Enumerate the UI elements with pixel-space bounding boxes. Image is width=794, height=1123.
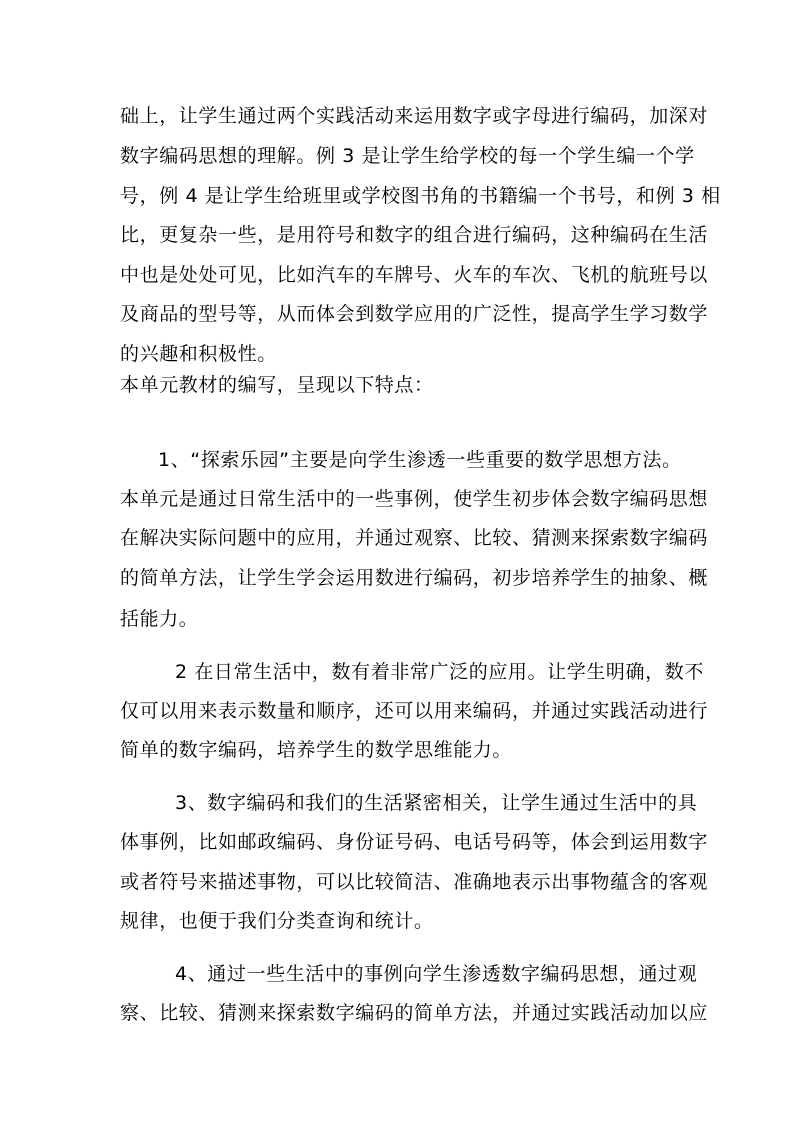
point1-line-3: 在解决实际问题中的应用，并通过观察、比较、猜测来探索数字编码 [120,527,709,549]
intro-line-1: 础上，让学生通过两个实践活动来运用数字或字母进行编码，加深对 [120,105,709,127]
intro-line-5: 中也是处处可见，比如汽车的车牌号、火车的车次、飞机的航班号以 [120,264,709,286]
point1-line-2: 本单元是通过日常生活中的一些事例，使学生初步体会数字编码思想 [120,488,709,510]
intro-line-3: 号，例 4 是让学生给班里或学校图书角的书籍编一个书号，和例 3 相 [120,185,721,207]
section-heading: 本单元教材的编写，呈现以下特点： [120,374,434,396]
intro-line-2: 数字编码思想的理解。例 3 是让学生给学校的每一个学生编一个学 [120,145,695,167]
point2-line-2: 仅可以用来表示数量和顺序，还可以用来编码，并通过实践活动进行 [120,700,709,722]
point1-line-5: 括能力。 [120,608,199,630]
point2-line-3: 简单的数字编码，培养学生的数学思维能力。 [120,739,513,761]
point4-line-1: 4、通过一些生活中的事例向学生渗透数字编码思想，通过观 [175,963,698,985]
point1-line-1: 1、“探索乐园”主要是向学生渗透一些重要的数学思想方法。 [158,449,682,471]
point3-line-2: 体事例，比如邮政编码、身份证号码、电话号码等，体会到运用数字 [120,831,709,853]
intro-line-7: 的兴趣和积极性。 [120,343,277,365]
point1-line-4: 的简单方法，让学生学会运用数进行编码，初步培养学生的抽象、概 [120,567,709,589]
point3-line-4: 规律，也便于我们分类查询和统计。 [120,910,434,932]
intro-line-4: 比，更复杂一些，是用符号和数字的组合进行编码，这种编码在生活 [120,224,709,246]
point3-line-3: 或者符号来描述事物，可以比较简洁、准确地表示出事物蕴含的客观 [120,871,709,893]
point2-line-1: 2 在日常生活中，数有着非常广泛的应用。让学生明确，数不 [175,661,704,683]
point4-line-2: 察、比较、猜测来探索数字编码的简单方法，并通过实践活动加以应 [120,1002,709,1024]
point3-line-1: 3、数字编码和我们的生活紧密相关，让学生通过生活中的具 [175,792,698,814]
intro-line-6: 及商品的型号等，从而体会到数学应用的广泛性，提高学生学习数学 [120,303,709,325]
